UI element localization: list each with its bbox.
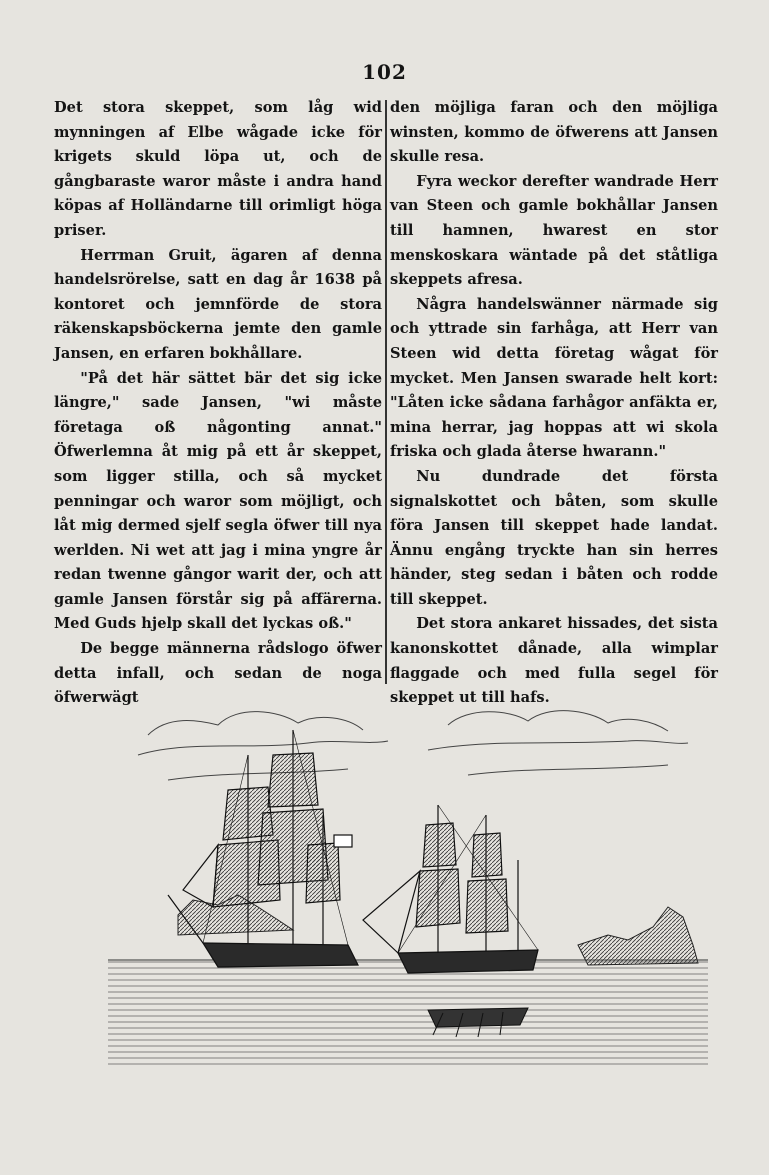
paragraph: den möjliga faran och den möjliga winsten, kommo de öfwerens att Jansen skulle resa.: [390, 99, 718, 166]
clouds: [138, 711, 688, 780]
paragraph: Det stora skeppet, som låg wid mynningen af Elbe wågade icke för krigets skuld löpa ut, och de gångbaraste waror måste i andra hand köpas af Holländarne till orimligt höga priser.: [54, 99, 382, 239]
right-column: [390, 96, 718, 711]
paragraph: Det stora ankaret hissades, det sista kanonskottet dånade, alla wimplar flaggade och med fulla segel för skeppet ut till hafs.: [390, 615, 718, 707]
paragraph: De begge männerna rådslogo öfwer detta infall, och sedan de noga öfwerwägt: [54, 640, 382, 707]
text-columns: [54, 96, 718, 707]
paragraph: Några handelswänner närmade sig och yttrade sin farhåga, att Herr van Steen wid detta företag wågat för mycket. Men Jansen swarade helt kort: "Låten icke sådana farhågor anfäkta er, mina herrar, jag hoppas att wi skola friska och glada återse hwarann.": [390, 295, 718, 461]
paragraph: "På det här sättet bär det sig icke längre," sade Jansen, "wi måste företaga oß någonting annat." Öfwerlemna åt mig på ett år skeppet, som ligger stilla, och så mycket penningar och waror som möjligt, och låt mig dermed sjelf segla öfwer till nya werlden. Ni wet att jag i mina yngre år redan twenne gångor warit der, och att gamle Jansen förstår sig på affärerna. Med Guds hjelp skall det lyckas oß.": [54, 369, 382, 633]
paragraph: Fyra weckor derefter wandrade Herr van Steen och gamle bokhållar Jansen till hamnen, hwarest en stor menskoskara wäntade på det ståtliga skeppets afresa.: [390, 172, 718, 289]
paragraph: Nu dundrade det första signalskottet och båten, som skulle föra Jansen till skeppet hade landat. Ännu engång tryckte han sin herres händer, steg sedan i båten och rodde till skeppet.: [390, 467, 718, 608]
page-number: 102: [362, 60, 407, 84]
ships-illustration: [108, 695, 708, 1065]
paragraph: Herrman Gruit, ägaren af denna handelsrörelse, satt en dag år 1638 på kontoret och jemnförde de stora räkenskapsböckerna jemte den gamle Jansen, en erfaren bokhållare.: [54, 246, 382, 362]
column-divider: [385, 100, 387, 684]
right-ship: [363, 805, 538, 973]
two-sailing-ships-icon: [108, 695, 708, 1065]
sea: [108, 960, 708, 1065]
left-column: [54, 96, 382, 711]
right-headland: [578, 907, 698, 965]
